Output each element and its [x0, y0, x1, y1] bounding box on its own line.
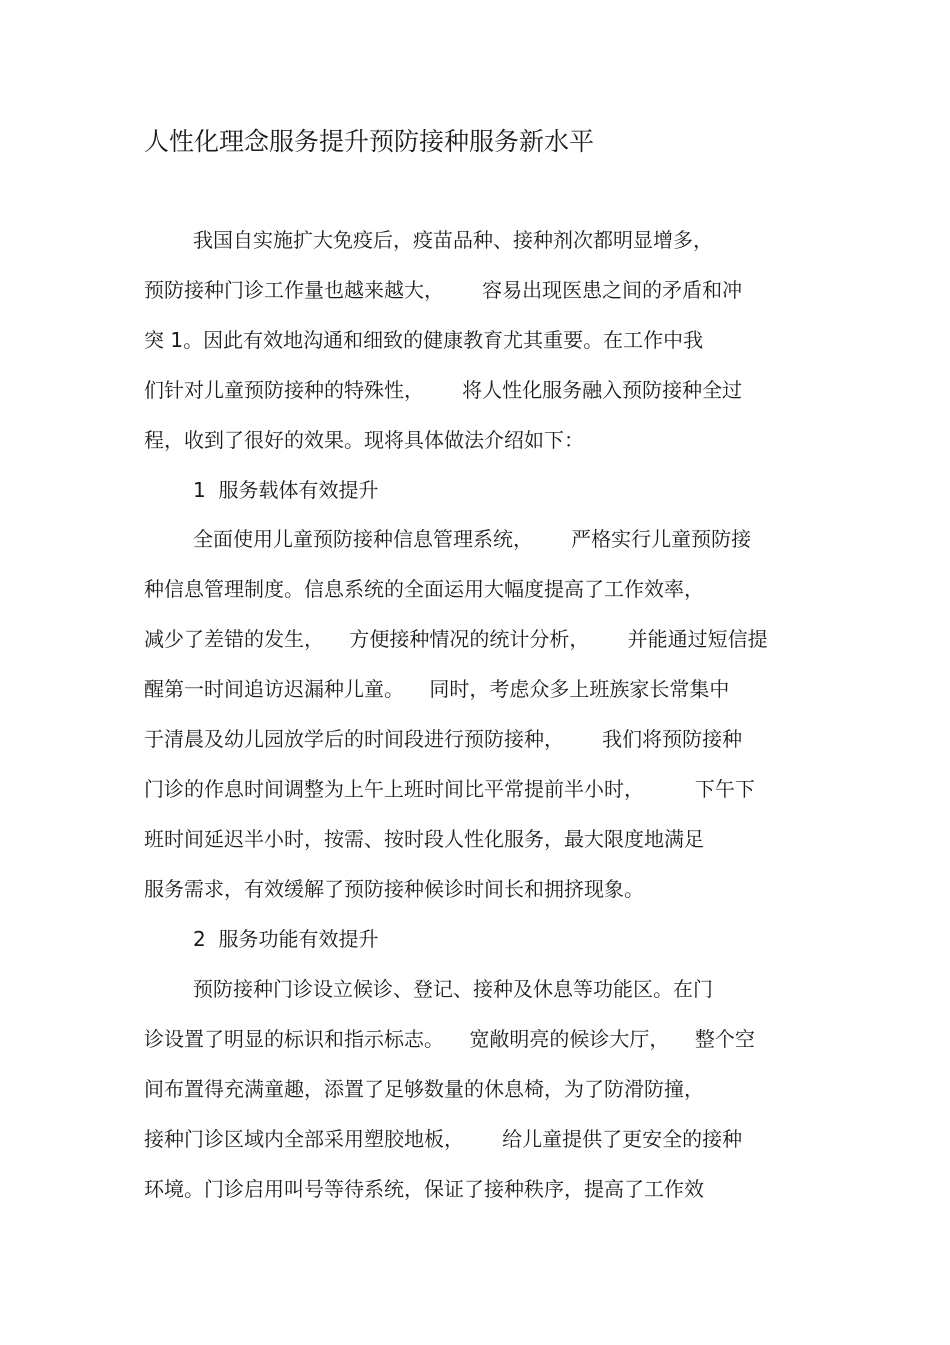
body-line: 于清晨及幼儿园放学后的时间段进行预防接种， 我们将预防接种 [144, 727, 743, 751]
body-line: 诊设置了明显的标识和指示标志。 宽敞明亮的候诊大厅， 整个空 [144, 1027, 755, 1051]
body-line: 全面使用儿童预防接种信息管理系统， 严格实行儿童预防接 [193, 527, 752, 551]
body-line: 门诊的作息时间调整为上午上班时间比平常提前半小时， 下午下 [144, 777, 755, 801]
body-line: 班时间延迟半小时，按需、按时段人性化服务，最大限度地满足 [144, 827, 704, 851]
body-line: 醒第一时间追访迟漏种儿童。 同时，考虑众多上班族家长常集中 [144, 677, 730, 701]
body-line: 预防接种门诊设立候诊、登记、接种及休息等功能区。在门 [193, 977, 713, 1001]
body-line: 突 1。因此有效地沟通和细致的健康教育尤其重要。在工作中我 [144, 328, 704, 352]
body-line: 们针对儿童预防接种的特殊性， 将人性化服务融入预防接种全过 [144, 378, 743, 402]
body-line: 减少了差错的发生， 方便接种情况的统计分析， 并能通过短信提 [144, 627, 768, 651]
body-line: 服务需求，有效缓解了预防接种候诊时间长和拥挤现象。 [144, 877, 644, 901]
body-line: 环境。门诊启用叫号等待系统，保证了接种秩序，提高了工作效 [144, 1177, 704, 1201]
document-title: 人性化理念服务提升预防接种服务新水平 [144, 127, 595, 156]
body-line: 间布置得充满童趣，添置了足够数量的休息椅，为了防滑防撞， [144, 1077, 704, 1101]
body-line: 种信息管理制度。信息系统的全面运用大幅度提高了工作效率， [144, 577, 704, 601]
body-line: 程，收到了很好的效果。现将具体做法介绍如下： [144, 428, 584, 452]
section-heading: 1 服务载体有效提升 [193, 478, 379, 502]
body-line: 接种门诊区域内全部采用塑胶地板， 给儿童提供了更安全的接种 [144, 1127, 743, 1151]
section-heading: 2 服务功能有效提升 [193, 927, 379, 951]
body-line: 预防接种门诊工作量也越来越大， 容易出现医患之间的矛盾和冲 [144, 278, 743, 302]
body-line: 我国自实施扩大免疫后，疫苗品种、接种剂次都明显增多， [193, 228, 713, 252]
